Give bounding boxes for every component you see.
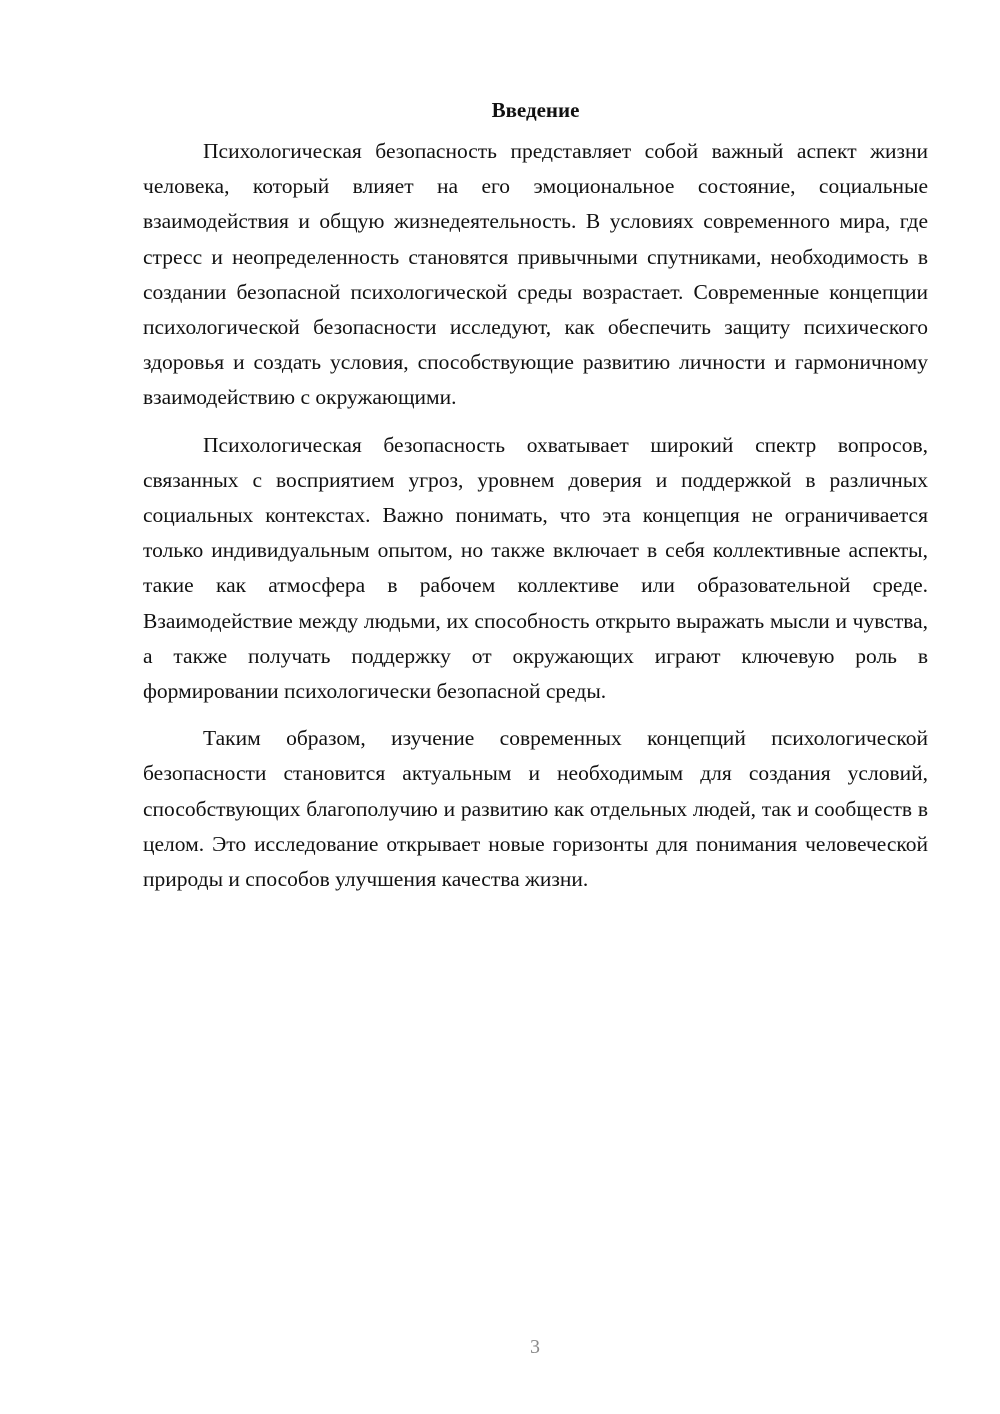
page-content xyxy=(143,92,928,897)
paragraph-3: Таким образом, изучение современных концепций психологической безопасности становится актуальным и необходимым для создания условий, способствующих благополучию и развитию как отдельных людей, так и сообществ в целом. Это исследование открывает новые горизонты для понимания человеческой природы и способов улучшения качества жизни. xyxy=(143,726,928,892)
section-title: Введение xyxy=(491,98,580,122)
paragraph-2: Психологическая безопасность охватывает широкий спектр вопросов, связанных с восприятием угроз, уровнем доверия и поддержкой в различных социальных контекстах. Важно понимать, что эта концепция не ограничивается только индивидуальным опытом, но также включает в себя коллективные аспекты, такие как атмосфера в рабочем коллективе или образовательной среде. Взаимодействие между людьми, их способность открыто выражать мысли и чувства, а также получать поддержку от окружающих играют ключевую роль в формировании психологически безопасной среды. xyxy=(143,432,928,704)
paragraph-1: Психологическая безопасность представляет собой важный аспект жизни человека, который влияет на его эмоциональное состояние, социальные взаимодействия и общую жизнедеятельность. В условиях современного мира, где стресс и неопределенность становятся привычными спутниками, необходимость в создании безопасной психологической среды возрастает. Современные концепции психологической безопасности исследуют, как обеспечить защиту психического здоровья и создать условия, способствующие развитию личности и гармоничному взаимодействию с окружающими. xyxy=(143,139,928,410)
page-number: 3 xyxy=(530,1336,540,1358)
